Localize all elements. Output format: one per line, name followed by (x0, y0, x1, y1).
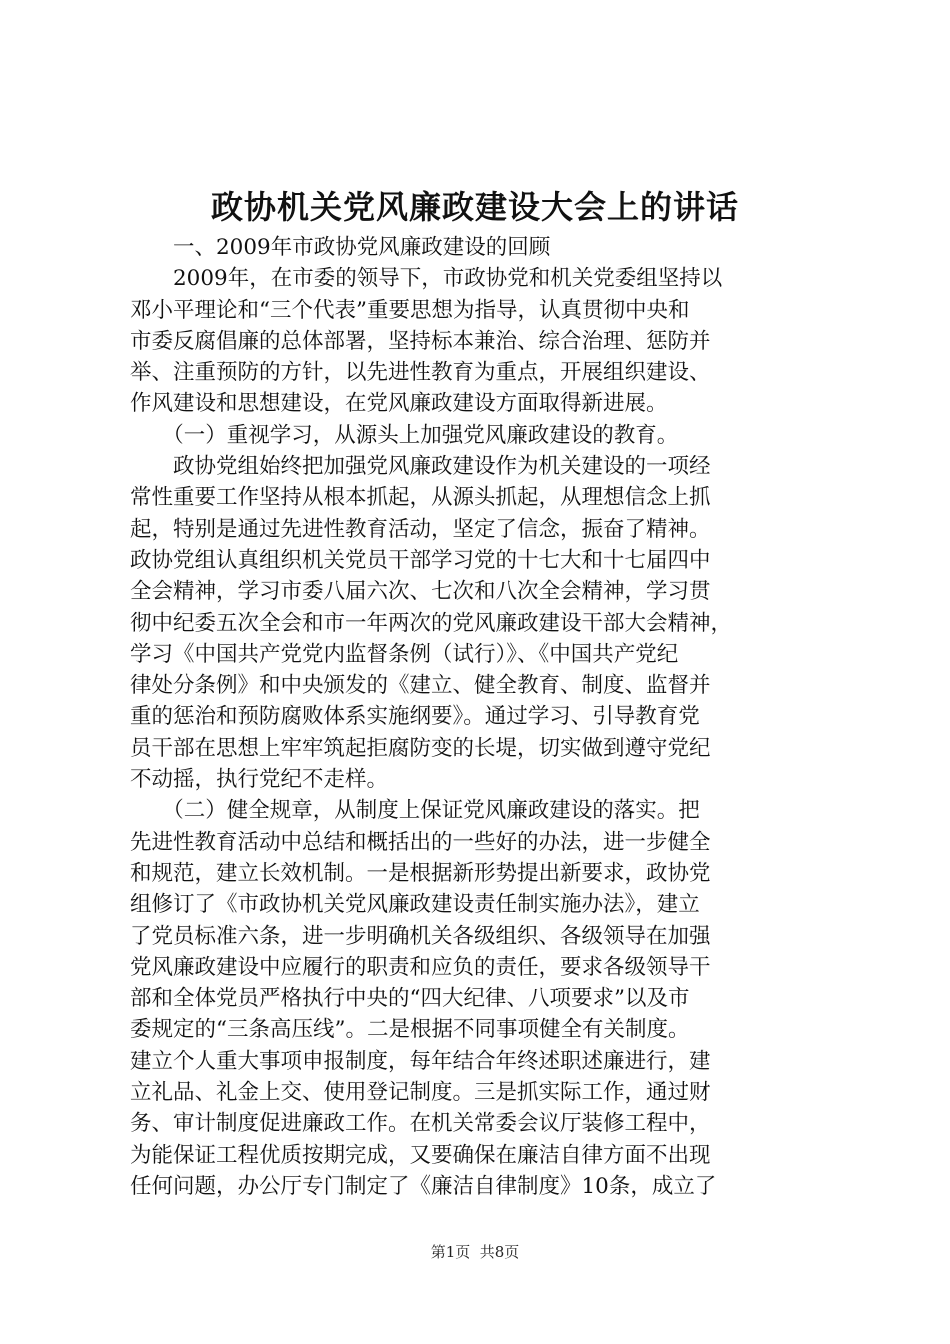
paragraph-line: 一、2009年市政协党风廉政建设的回顾 (130, 235, 551, 260)
paragraph-line: 举、注重预防的方针，以先进性教育为重点，开展组织建设、 (130, 360, 711, 386)
paragraph-line: 党风廉政建设中应履行的职责和应负的责任，要求各级领导干 (130, 954, 711, 980)
paragraph-line: 先进性教育活动中总结和概括出的一些好的办法，进一步健全 (130, 829, 711, 855)
paragraph-line: 全会精神，学习市委八届六次、七次和八次全会精神，学习贯 (130, 579, 711, 605)
paragraph-line: （二）健全规章，从制度上保证党风廉政建设的落实。把 (130, 798, 700, 824)
paragraph-line: 建立个人重大事项申报制度，每年结合年终述职述廉进行，建 (130, 1048, 711, 1074)
paragraph-line: 邓小平理论和“三个代表”重要思想为指导，认真贯彻中央和 (130, 297, 690, 323)
paragraph-line: 2009年，在市委的领导下，市政协党和机关党委组坚持以 (130, 266, 723, 292)
paragraph-line: 任何问题，办公厅专门制定了《廉洁自律制度》10条，成立了 (130, 1173, 717, 1199)
paragraph-line: 彻中纪委五次全会和市一年两次的党风廉政建设干部大会精神， (130, 610, 733, 636)
paragraph-line: 政协党组认真组织机关党员干部学习党的十七大和十七届四中 (130, 547, 711, 573)
paragraph-line: 部和全体党员严格执行中央的“四大纪律、八项要求”以及市 (130, 986, 690, 1012)
page-footer: 第1页 共8页 (430, 1243, 520, 1261)
paragraph-line: 立礼品、礼金上交、使用登记制度。三是抓实际工作，通过财 (130, 1080, 711, 1106)
paragraph-line: 委规定的“三条高压线”。二是根据不同事项健全有关制度。 (130, 1017, 690, 1043)
paragraph-line: 常性重要工作坚持从根本抓起，从源头抓起，从理想信念上抓 (130, 485, 711, 511)
document-body (130, 232, 830, 1202)
paragraph-line: （一）重视学习，从源头上加强党风廉政建设的教育。 (130, 422, 679, 448)
paragraph-line: 员干部在思想上牢牢筑起拒腐防变的长堤，切实做到遵守党纪 (130, 735, 711, 761)
document-title: 政协机关党风廉政建设大会上的讲话 (210, 188, 739, 226)
paragraph-line: 学习《中国共产党党内监督条例（试行）》、《中国共产党纪 (130, 641, 679, 667)
paragraph-line: 重的惩治和预防腐败体系实施纲要》。通过学习、引导教育党 (130, 704, 700, 730)
paragraph-line: 不动摇，执行党纪不走样。 (130, 767, 389, 793)
paragraph-line: 了党员标准六条，进一步明确机关各级组织、各级领导在加强 (130, 923, 711, 949)
paragraph-line: 政协党组始终把加强党风廉政建设作为机关建设的一项经 (130, 454, 711, 480)
paragraph-line: 作风建设和思想建设，在党风廉政建设方面取得新进展。 (130, 391, 668, 417)
paragraph-line: 律处分条例》和中央颁发的《建立、健全教育、制度、监督并 (130, 673, 711, 699)
paragraph-line: 组修订了《市政协机关党风廉政建设责任制实施办法》，建立 (130, 892, 700, 918)
paragraph-line: 和规范，建立长效机制。一是根据新形势提出新要求，政协党 (130, 860, 711, 886)
paragraph-line: 市委反腐倡廉的总体部署，坚持标本兼治、综合治理、惩防并 (130, 328, 711, 354)
paragraph-line: 务、审计制度促进廉政工作。在机关常委会议厅装修工程中， (130, 1111, 711, 1137)
paragraph-line: 为能保证工程优质按期完成，又要确保在廉洁自律方面不出现 (130, 1142, 711, 1168)
paragraph-line: 起，特别是通过先进性教育活动，坚定了信念，振奋了精神。 (130, 516, 711, 542)
